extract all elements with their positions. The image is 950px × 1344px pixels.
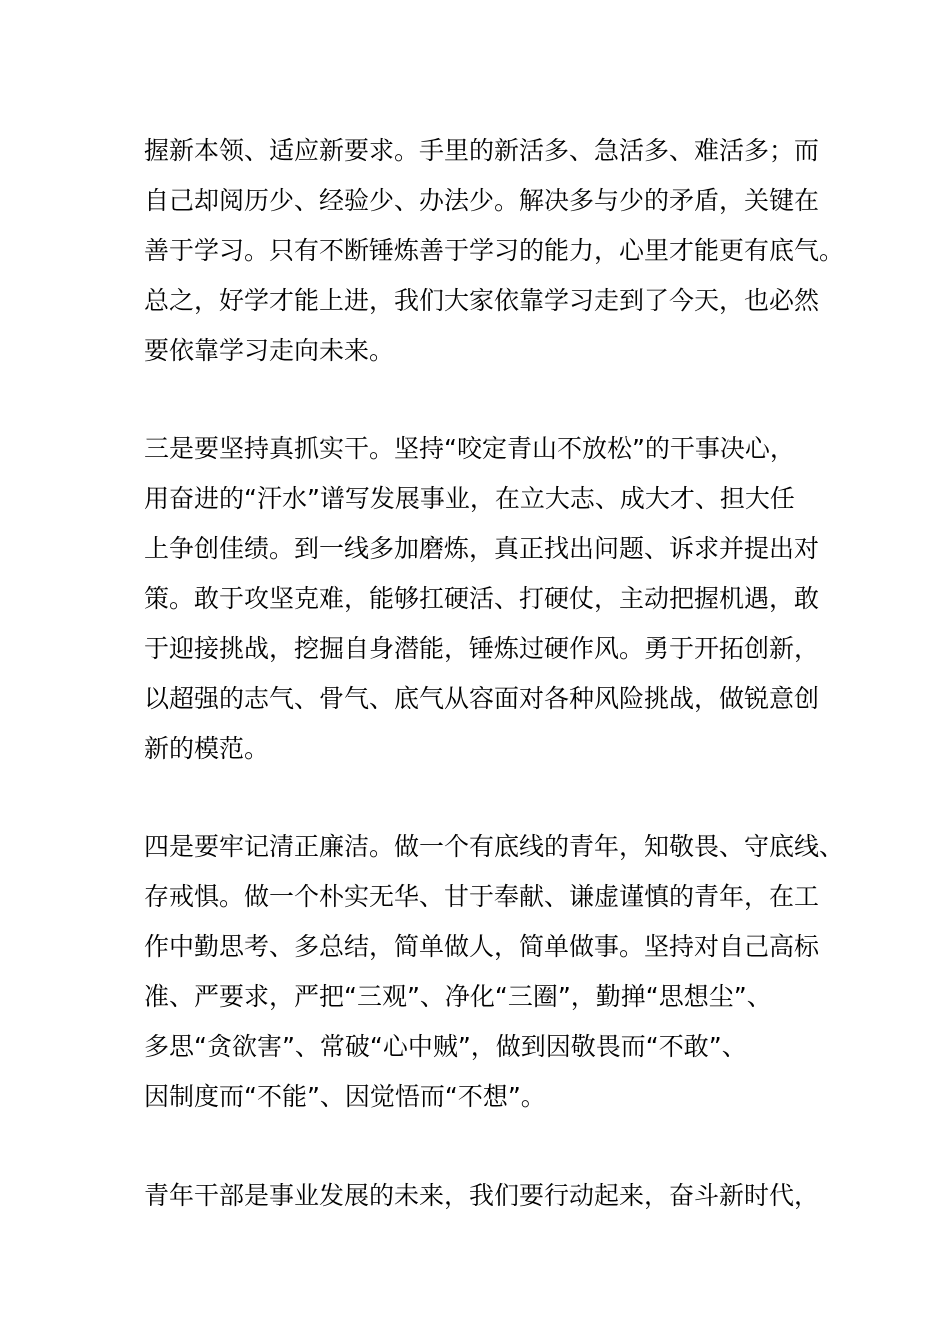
- text-line: 青年干部是事业发展的未来，我们要行动起来，奋斗新时代，: [144, 1181, 820, 1210]
- text-line: 因制度而“不能”、因觉悟而“不想”。: [144, 1082, 546, 1111]
- text-line: 于迎接挑战，挖掘自身潜能，锤炼过硬作风。勇于开拓创新，: [144, 634, 820, 663]
- text-line: 四是要牢记清正廉洁。做一个有底线的青年，知敬畏、守底线、: [144, 832, 845, 861]
- text-line: 存戒惧。做一个朴实无华、甘于奉献、谦虚谨慎的青年，在工: [144, 882, 820, 911]
- text-line: 善于学习。只有不断锤炼善于学习的能力，心里才能更有底气。: [144, 236, 845, 265]
- text-line: 要依靠学习走向未来。: [144, 336, 395, 365]
- text-line: 多思“贪欲害”、常破“心中贼”，做到因敬畏而“不敢”、: [144, 1032, 747, 1061]
- text-line: 三是要坚持真抓实干。坚持“咬定青山不放松”的干事决心，: [144, 434, 795, 463]
- text-line: 以超强的志气、骨气、底气从容面对各种风险挑战，做锐意创: [144, 684, 820, 713]
- text-line: 用奋进的“汗水”谱写发展事业，在立大志、成大才、担大任: [144, 484, 795, 513]
- text-line: 握新本领、适应新要求。手里的新活多、急活多、难活多；而: [144, 136, 820, 165]
- text-line: 准、严要求，严把“三观”、净化“三圈”，勤掸“思想尘”、: [144, 982, 772, 1011]
- text-line: 自己却阅历少、经验少、办法少。解决多与少的矛盾，关键在: [144, 186, 820, 215]
- text-line: 上争创佳绩。到一线多加磨炼，真正找出问题、诉求并提出对: [144, 534, 820, 563]
- text-line: 作中勤思考、多总结，简单做人，简单做事。坚持对自己高标: [144, 932, 820, 961]
- text-line: 策。敢于攻坚克难，能够扛硬活、打硬仗，主动把握机遇，敢: [144, 584, 820, 613]
- text-line: 新的模范。: [144, 734, 270, 763]
- text-line: 总之，好学才能上进，我们大家依靠学习走到了今天，也必然: [144, 286, 820, 315]
